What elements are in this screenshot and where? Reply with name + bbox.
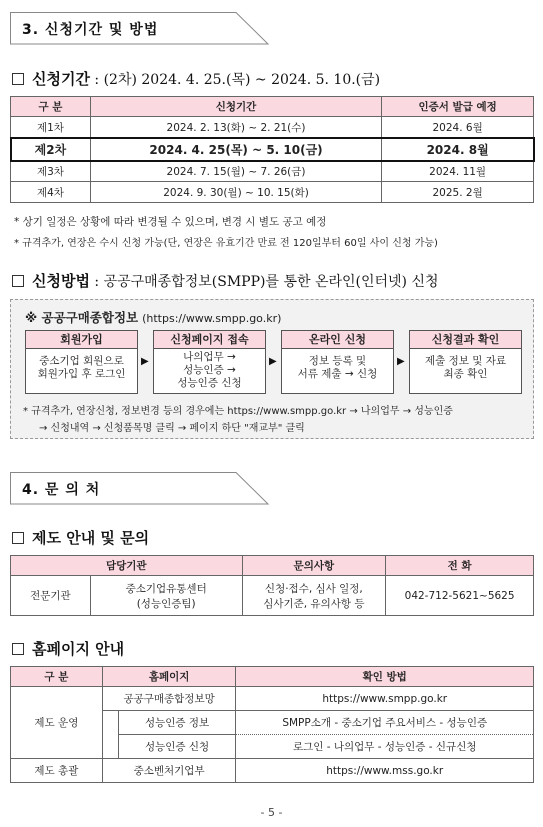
homepage-heading bbox=[12, 638, 124, 659]
homepage-label: 홈페이지 안내 bbox=[32, 640, 125, 658]
smpp-url-text: (https://www.smpp.go.kr) bbox=[142, 312, 282, 325]
smpp-box-title bbox=[25, 308, 281, 326]
issue-cell: 2024. 11월 bbox=[382, 161, 534, 182]
inquiry-heading bbox=[12, 527, 149, 548]
group-cell: 제도 운영 bbox=[11, 687, 103, 759]
period-note-1: * 상기 일정은 상황에 따라 변경될 수 있으며, 변경 시 별도 공고 예정 bbox=[14, 216, 327, 228]
issue-cell: 2025. 2월 bbox=[382, 182, 534, 203]
period-heading bbox=[12, 68, 380, 89]
period-cell: 2024. 2. 13(화) ~ 2. 21(수) bbox=[90, 117, 381, 138]
topic-cell bbox=[242, 576, 386, 616]
table-row bbox=[11, 576, 534, 616]
step-online-apply bbox=[281, 330, 394, 394]
checkbox-square-icon bbox=[12, 275, 24, 287]
method-heading bbox=[12, 270, 439, 291]
method-cell: SMPP소개 - 중소기업 주요서비스 - 성능인증 bbox=[236, 711, 534, 735]
page-number: - 5 - bbox=[260, 806, 283, 819]
indent-cell bbox=[102, 711, 118, 735]
section-3-heading bbox=[10, 12, 260, 44]
site-cell: 공공구매종합정보망 bbox=[102, 687, 236, 711]
arrow-right-icon: ▶ bbox=[397, 356, 405, 367]
table-row bbox=[11, 117, 534, 138]
topic-line: 심사기준, 유의사항 등 bbox=[263, 597, 365, 610]
arrow-right-icon: ▶ bbox=[141, 356, 149, 367]
period-cell: 2024. 9. 30(월) ~ 10. 15(화) bbox=[90, 182, 381, 203]
inquiry-header-org: 담당기관 bbox=[11, 556, 243, 576]
center-name: 중소기업유통센터 bbox=[125, 582, 207, 595]
round-cell: 제3차 bbox=[11, 161, 91, 182]
method-cell: https://www.mss.go.kr bbox=[236, 759, 534, 783]
period-cell: 2024. 7. 15(월) ~ 7. 26(금) bbox=[90, 161, 381, 182]
method-detail: : 공공구매종합정보(SMPP)를 통한 온라인(인터넷) 신청 bbox=[89, 274, 439, 290]
period-label: 신청기간 bbox=[32, 70, 90, 88]
inquiry-label: 제도 안내 및 문의 bbox=[32, 529, 150, 547]
step-check-result bbox=[409, 330, 522, 394]
inquiry-header-phone: 전 화 bbox=[386, 556, 534, 576]
checkbox-square-icon bbox=[12, 73, 24, 85]
arrow-right-icon: ▶ bbox=[269, 356, 277, 367]
method-note-line-1: * 규격추가, 연장신청, 정보변경 등의 경우에는 https://www.smpp.go.kr → 나의업무 → 성능인증 bbox=[23, 406, 453, 417]
smpp-title-text: ※ 공공구매종합정보 bbox=[25, 310, 139, 325]
period-note-2: * 규격추가, 연장은 수시 신청 가능(단, 연장은 유효기간 만료 전 120일부터 60일 사이 신청 가능) bbox=[14, 238, 438, 249]
section-3-title: 3. 신청기간 및 방법 bbox=[22, 22, 159, 38]
step-title: 신청결과 확인 bbox=[410, 331, 521, 349]
section-4-heading bbox=[10, 472, 260, 504]
round-cell: 제1차 bbox=[11, 117, 91, 138]
issue-cell: 2024. 6월 bbox=[382, 117, 534, 138]
site-cell: 성능인증 신청 bbox=[118, 735, 236, 759]
method-note-line-2: → 신청내역 → 신청품목명 클릭 → 페이지 하단 "재교부" 클릭 bbox=[39, 423, 305, 434]
homepage-header-method: 확인 방법 bbox=[236, 667, 534, 687]
step-desc: 제출 정보 및 자료 최종 확인 bbox=[424, 355, 506, 380]
step-title: 온라인 신청 bbox=[282, 331, 393, 349]
step-signup bbox=[25, 330, 138, 394]
table-row bbox=[11, 759, 534, 783]
topic-line: 신청·접수, 심사 일정, bbox=[264, 582, 363, 595]
table-row bbox=[11, 687, 534, 711]
inquiry-table bbox=[10, 555, 534, 616]
site-cell: 중소벤처기업부 bbox=[102, 759, 236, 783]
step-title: 회원가입 bbox=[26, 331, 137, 349]
table-row bbox=[11, 182, 534, 203]
step-desc: 중소기업 회원으로 회원가입 후 로그인 bbox=[37, 355, 126, 380]
period-header-issue: 인증서 발급 예정 bbox=[382, 97, 534, 117]
section-4-title: 4. 문 의 처 bbox=[22, 482, 101, 498]
method-cell: https://www.smpp.go.kr bbox=[236, 687, 534, 711]
center-cell bbox=[90, 576, 242, 616]
step-access-page bbox=[153, 330, 266, 394]
period-table bbox=[10, 96, 534, 203]
homepage-header-type: 구 분 bbox=[11, 667, 103, 687]
step-title: 신청페이지 접속 bbox=[154, 331, 265, 349]
round-cell: 제4차 bbox=[11, 182, 91, 203]
checkbox-square-icon bbox=[12, 643, 24, 655]
table-row bbox=[11, 161, 534, 182]
method-cell: 로그인 - 나의업무 - 성능인증 - 신규신청 bbox=[236, 735, 534, 759]
phone-cell: 042-712-5621~5625 bbox=[386, 576, 534, 616]
period-cell: 2024. 4. 25(목) ~ 5. 10(금) bbox=[90, 138, 381, 161]
indent-cell bbox=[102, 735, 118, 759]
site-cell: 성능인증 정보 bbox=[118, 711, 236, 735]
method-label: 신청방법 bbox=[32, 272, 90, 290]
smpp-process-box bbox=[10, 299, 534, 439]
period-detail: : (2차) 2024. 4. 25.(목) ~ 2024. 5. 10.(금) bbox=[89, 72, 381, 88]
table-row-highlight bbox=[11, 138, 534, 161]
round-cell: 제2차 bbox=[11, 138, 91, 161]
checkbox-square-icon bbox=[12, 532, 24, 544]
step-desc: 정보 등록 및 서류 제출 → 신청 bbox=[297, 355, 378, 380]
homepage-table bbox=[10, 666, 534, 783]
center-team: (성능인증팀) bbox=[136, 597, 196, 610]
period-header-type: 구 분 bbox=[11, 97, 91, 117]
issue-cell: 2024. 8월 bbox=[382, 138, 534, 161]
homepage-header-site: 홈페이지 bbox=[102, 667, 236, 687]
org-type-cell: 전문기관 bbox=[11, 576, 91, 616]
inquiry-header-topic: 문의사항 bbox=[242, 556, 386, 576]
step-desc: 나의업무 → 성능인증 → 성능인증 신청 bbox=[177, 351, 242, 389]
group-cell: 제도 총괄 bbox=[11, 759, 103, 783]
period-header-period: 신청기간 bbox=[90, 97, 381, 117]
